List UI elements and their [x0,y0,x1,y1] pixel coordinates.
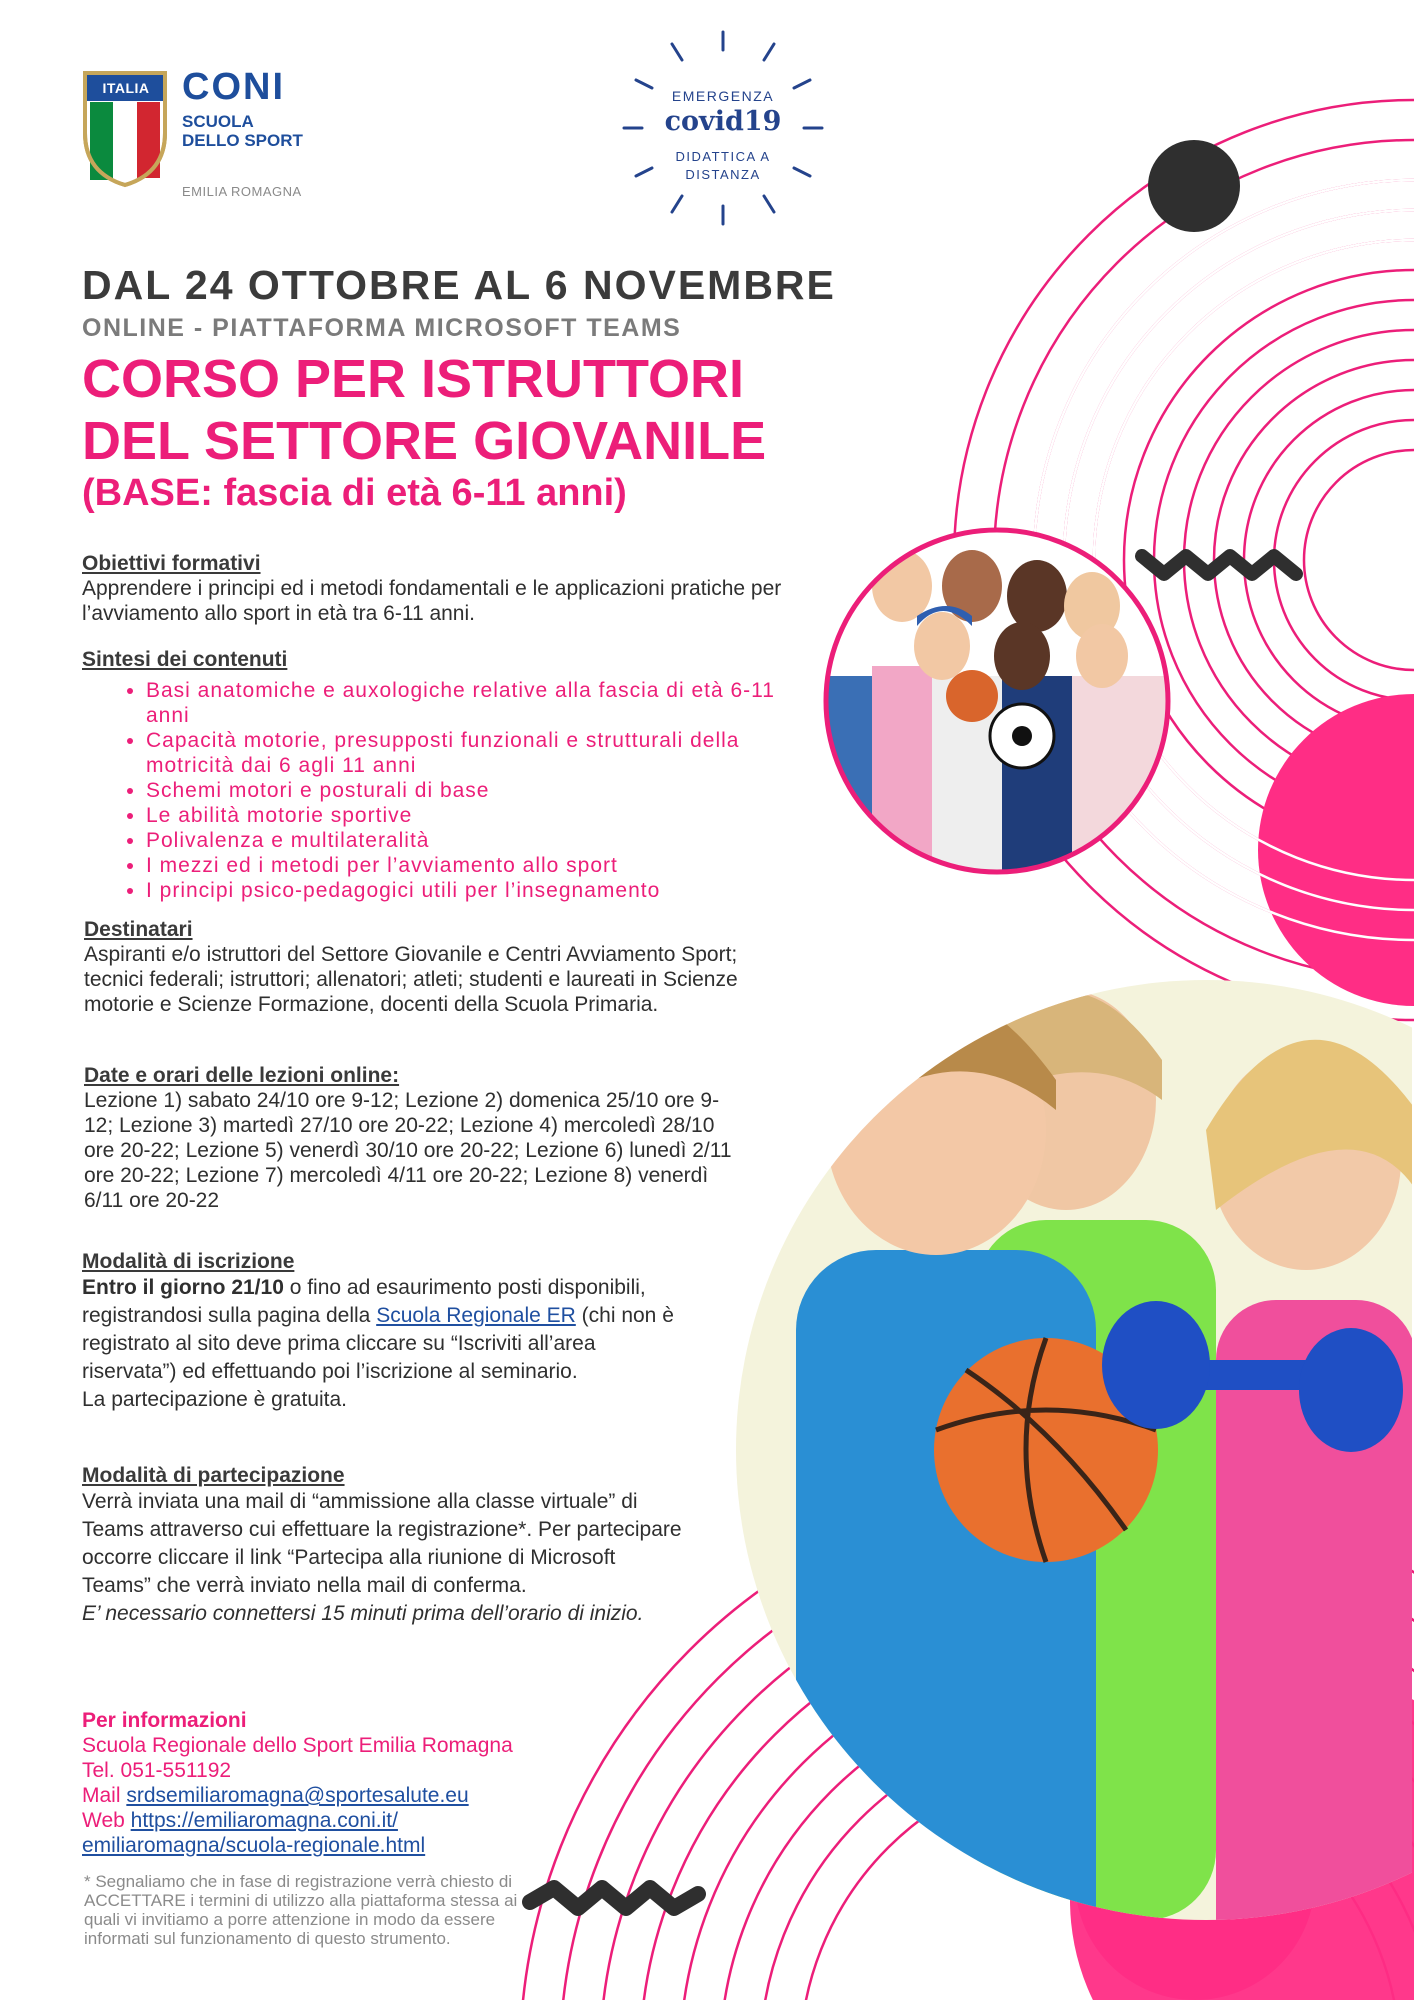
section-obiettivi [82,552,802,626]
section-sintesi [82,648,802,903]
course-title-line2: DEL SETTORE GIOVANILE [82,411,767,471]
children-group-photo [822,526,1172,876]
covid-subtitle-line2: DISTANZA [685,167,761,182]
info-web-label: Web [82,1809,131,1832]
coni-title: CONI [182,66,285,108]
covid-emergency-label: EMERGENZA [671,88,775,104]
list-item: • Le abilità motorie sportive [146,803,802,828]
footnote: * Segnaliamo che in fase di registrazione verrà chiesto di ACCETTARE i termini di utilizzo alla piattaforma stessa ai quali vi invitiamo a porre attenzione in modo da essere informati sul funzionamento di questo strumento. [84,1872,518,1948]
course-subtitle: (BASE: fascia di età 6-11 anni) [82,472,627,514]
list-item: • I mezzi ed i metodi per l’avviamento allo sport [146,853,802,878]
covid-title: covid19 [664,106,782,137]
info-mail-label: Mail [82,1784,127,1807]
coni-subtitle-line1: SCUOLA [182,112,254,131]
coni-badge-label: ITALIA [102,80,150,96]
info-web-link-1[interactable]: https://emiliaromagna.coni.it/ [130,1809,398,1832]
list-item: • Basi anatomiche e auxologiche relative alla fascia di età 6-11 anni [146,678,802,728]
iscrizione-deadline: Entro il giorno 21/10 [82,1276,284,1299]
section-info [82,1708,682,1858]
iscrizione-heading: Modalità di iscrizione [82,1250,295,1273]
list-item: • Schemi motori e posturali di base [146,778,802,803]
course-title [82,348,842,472]
section-iscrizione [82,1250,682,1414]
info-heading: Per informazioni [82,1709,247,1732]
destinatari-heading: Destinatari [84,918,193,941]
date-orari-text: Lezione 1) sabato 24/10 ore 9-12; Lezione 2) domenica 25/10 ore 9-12; Lezione 3) martedì 27/10 ore 20-22; Lezione 4) mercoledì 28/10 ore 20-22; Lezione 5) venerdì 30/10 ore 20-22; Lezione 6) lunedì 2/11 ore 20-22; Lezione 7) mercoledì 4/11 ore 20-22; Lezione 8) venerdì 6/11 ore 20-22 [84,1089,732,1212]
section-partecipazione [82,1464,682,1628]
obiettivi-text: Apprendere i principi ed i metodi fondamentali e le applicazioni pratiche per l’avviamento allo sport in età tra 6-11 anni. [82,577,782,625]
sintesi-list [82,678,802,903]
section-date-orari [84,1064,734,1213]
info-mail-row [82,1783,682,1808]
iscrizione-text-b: (chi non è registrato al sito deve prima cliccare su “Iscriviti all’area riservata”) ed effettuando poi l’iscrizione al seminario. [82,1304,674,1383]
info-mail-link[interactable]: srdsemiliaromagna@sportesalute.eu [126,1784,469,1807]
list-item: • Capacità motorie, presupposti funzionali e strutturali della motricità dai 6 agli 11 anni [146,728,802,778]
info-tel: Tel. 051-551192 [82,1759,232,1782]
coni-subtitle-line2: DELLO SPORT [182,131,303,150]
info-web-row [82,1808,682,1833]
course-platform: ONLINE - PIATTAFORMA MICROSOFT TEAMS [82,314,682,342]
covid-subtitle [620,148,826,184]
coni-subtitle [182,112,382,150]
info-org: Scuola Regionale dello Sport Emilia Romagna [82,1734,513,1757]
obiettivi-heading: Obiettivi formativi [82,552,261,575]
iscrizione-text [82,1274,682,1386]
kids-sport-photo [736,800,1412,2000]
destinatari-text: Aspiranti e/o istruttori del Settore Giovanile e Centri Avviamento Sport; tecnici federali; istruttori; allenatori; atleti; studenti e laureati in Scienze motorie e Scienze Formazione, docenti della Scuola Primaria. [84,943,738,1016]
section-destinatari [84,918,784,1017]
iscrizione-free: La partecipazione è gratuita. [82,1388,348,1411]
covid-subtitle-line1: DIDATTICA A [675,149,771,164]
partecipazione-heading: Modalità di partecipazione [82,1464,345,1487]
info-web-link-2[interactable]: emiliaromagna/scuola-regionale.html [82,1834,426,1857]
course-dates: DAL 24 OTTOBRE AL 6 NOVEMBRE [82,262,836,308]
sintesi-heading: Sintesi dei contenuti [82,648,288,671]
scuola-regionale-link[interactable]: Scuola Regionale ER [376,1304,576,1327]
coni-region: EMILIA ROMAGNA [182,184,302,199]
course-title-line1: CORSO PER ISTRUTTORI [82,349,745,409]
list-item: • Polivalenza e multilateralità [146,828,802,853]
list-item: • I principi psico-pedagogici utili per l’insegnamento [146,878,802,903]
partecipazione-text: Verrà inviata una mail di “ammissione alla classe virtuale” di Teams attraverso cui effettuare la registrazione*. Per partecipare occorre cliccare il link “Partecipa alla riunione di Microsoft Teams” che verrà inviato nella mail di conferma. [82,1490,682,1597]
date-orari-heading: Date e orari delle lezioni online: [84,1064,400,1087]
info-web-row-2 [82,1833,682,1858]
iscrizione-text-a: o fino ad esaurimento posti disponibili, registrandosi sulla pagina della [82,1276,646,1327]
partecipazione-note: E’ necessario connettersi 15 minuti prima dell’orario di inizio. [82,1602,644,1625]
